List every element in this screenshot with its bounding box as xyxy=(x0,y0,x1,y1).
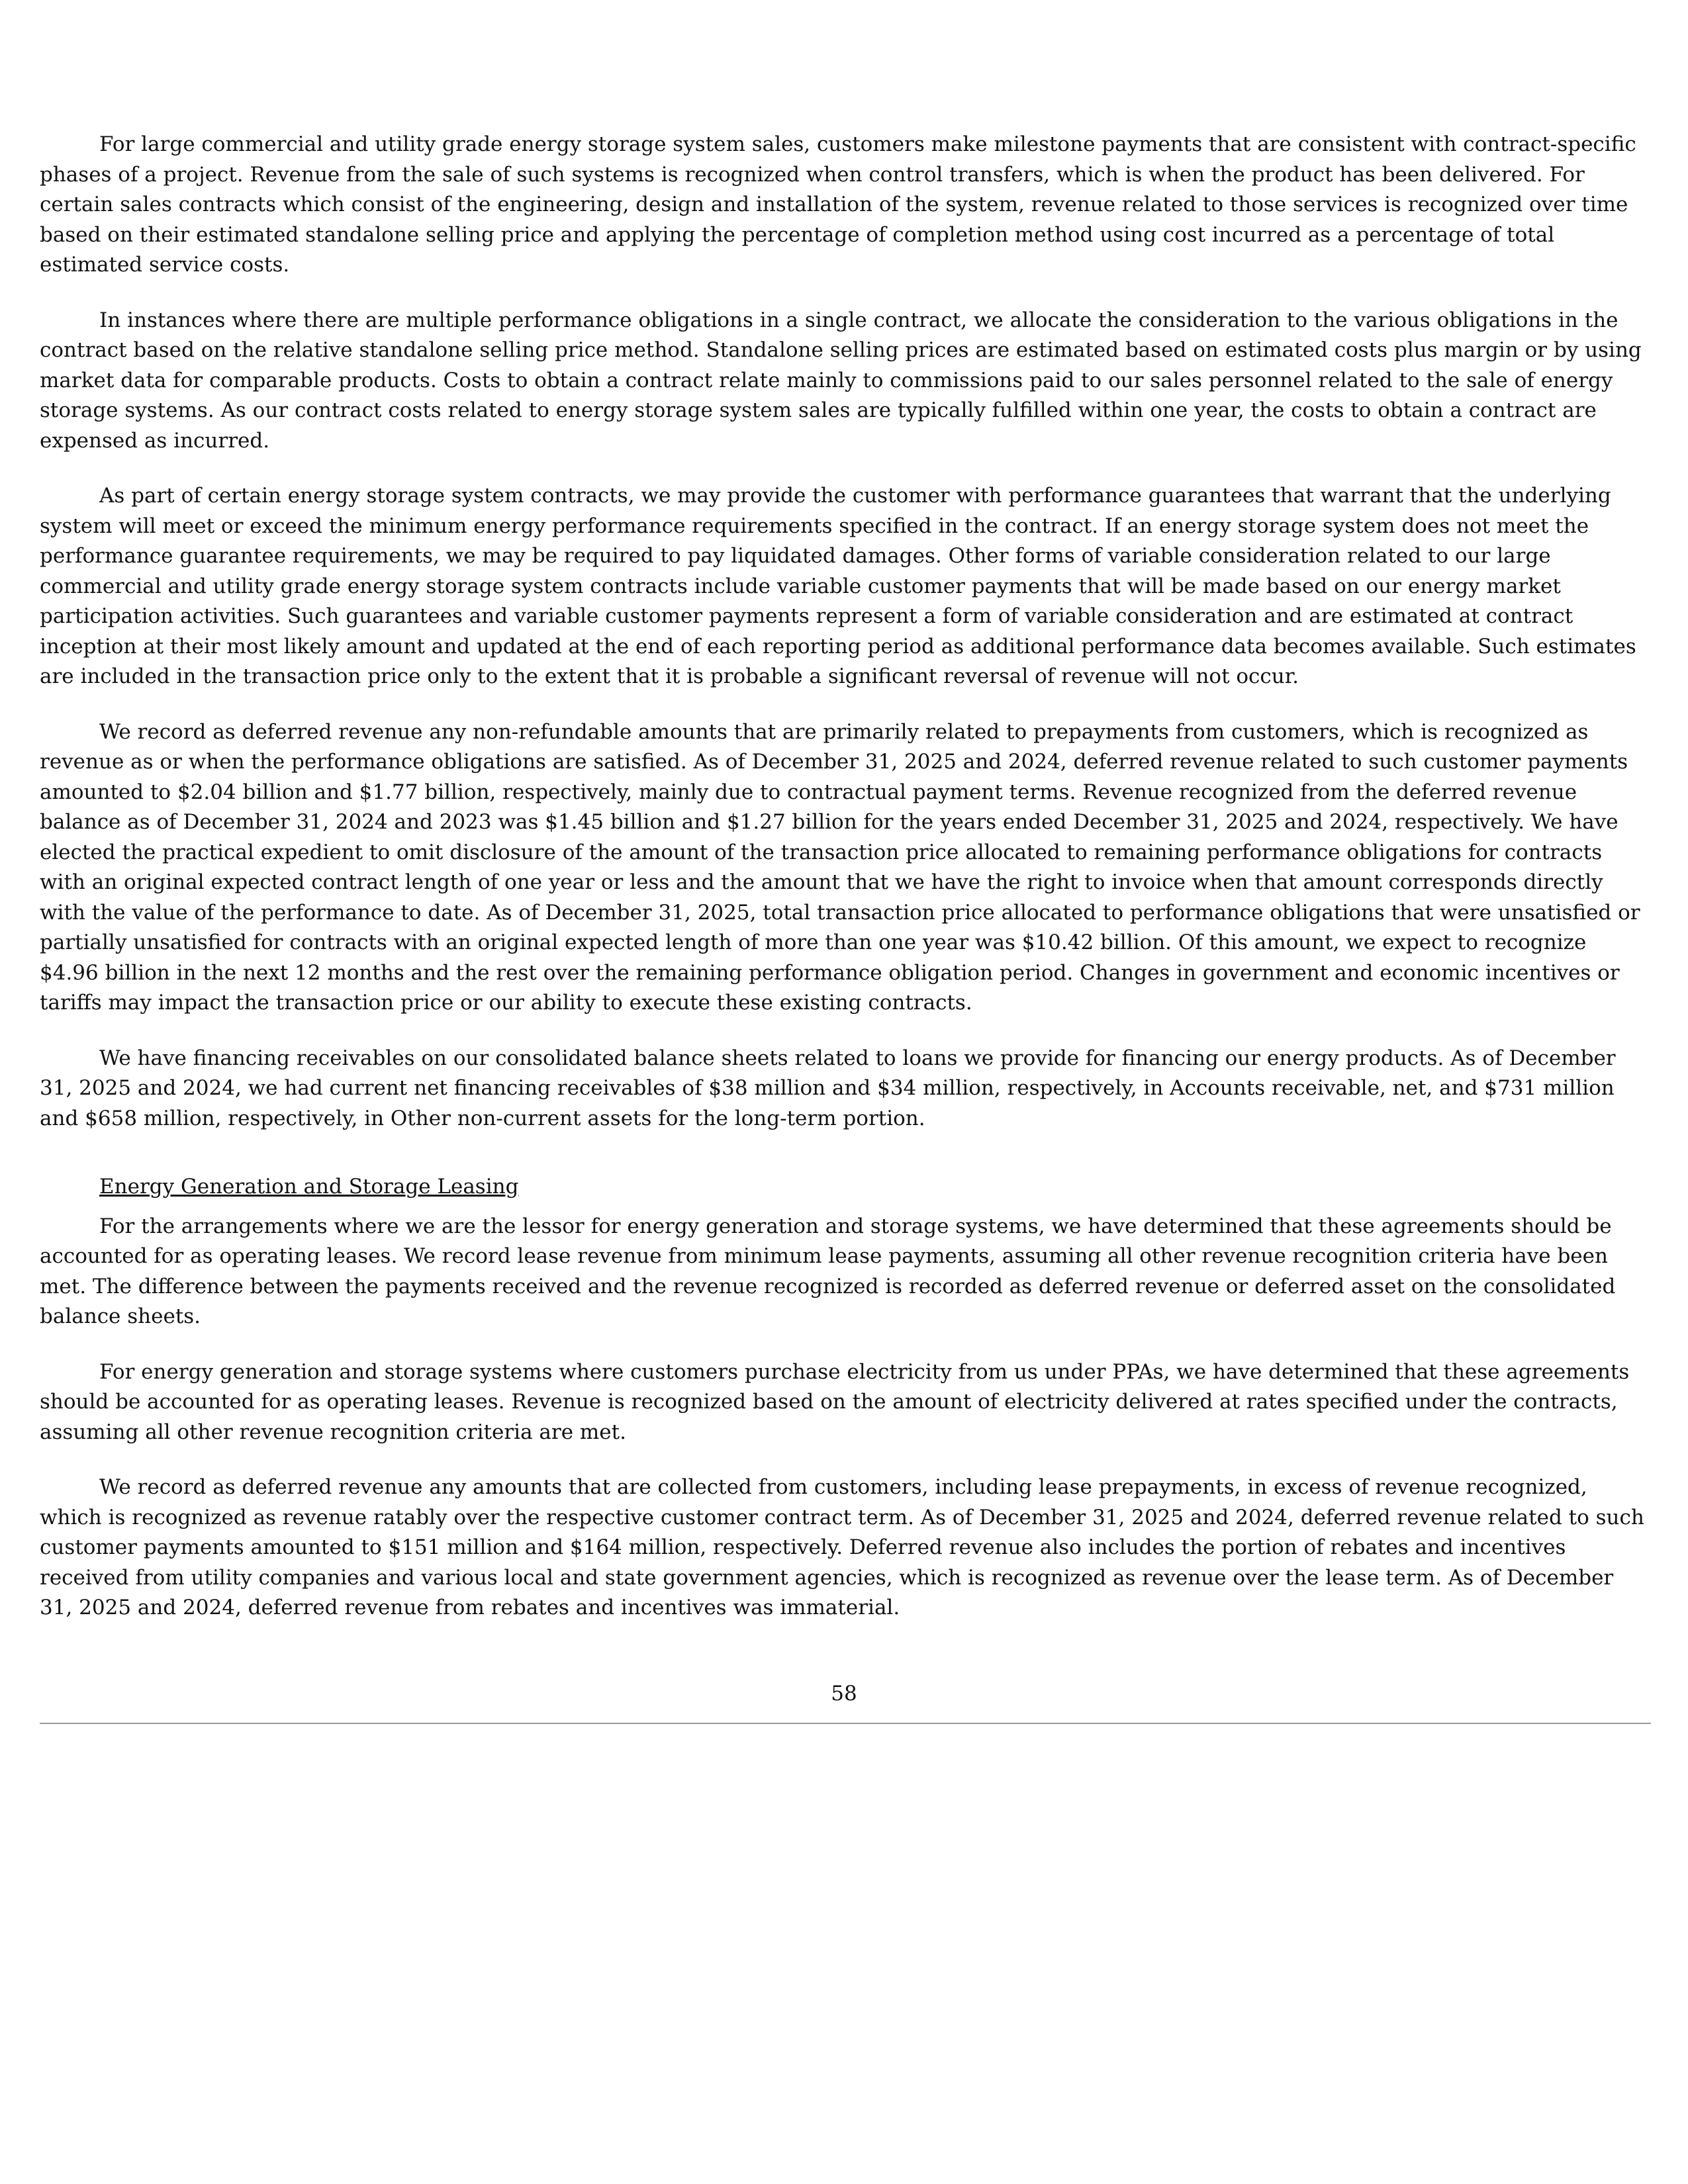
paragraph-performance-guarantees: As part of certain energy storage system contracts, we may provide the customer with performance guarantees that warrant that the underlying system will meet or exceed the minimum energy performance requirements specified in the contract. If an energy storage system does not meet the performance guarantee requirements, we may be required to pay liquidated damages. Other forms of variable consideration related to our large commercial and utility grade energy storage system contracts include variable customer payments that will be made based on our energy market participation activities. Such guarantees and variable customer payments represent a form of variable consideration and are estimated at contract inception at their most likely amount and updated at the end of each reporting period as additional performance data becomes available. Such estimates are included in the transaction price only to the extent that it is probable a significant reversal of revenue will not occur. xyxy=(40,484,1636,688)
paragraph-deferred-revenue-leasing: We record as deferred revenue any amounts that are collected from customers, including lease prepayments, in excess of revenue recognized, which is recognized as revenue ratably over the respective customer contract term. As of December 31, 2025 and 2024, deferred revenue related to such customer payments amounted to $151 million and $164 million, respectively. Deferred revenue also includes the portion of rebates and incentives received from utility companies and various local and state government agencies, which is recognized as revenue over the lease term. As of December 31, 2025 and 2024, deferred revenue from rebates and incentives was immaterial. xyxy=(40,1475,1644,1619)
document-page xyxy=(40,130,1651,1649)
paragraph-storage-system-sales: For large commercial and utility grade energy storage system sales, customers make milestone payments that are consistent with contract-specific phases of a project. Revenue from the sale of such systems is recognized when control transfers, which is when the product has been delivered. For certain sales contracts which consist of the engineering, design and installation of the system, revenue related to those services is recognized over time based on their estimated standalone selling price and applying the percentage of completion method using cost incurred as a percentage of total estimated service costs. xyxy=(40,132,1636,277)
section-heading-leasing: Energy Generation and Storage Leasing xyxy=(99,1175,519,1199)
paragraph-ppa-leases: For energy generation and storage systems where customers purchase electricity from us under PPAs, we have determined that these agreements should be accounted for as operating leases. Revenue is recognized based on the amount of electricity delivered at rates specified under the contracts, assuming all other revenue recognition criteria are met. xyxy=(40,1359,1630,1444)
paragraph-deferred-revenue-storage: We record as deferred revenue any non-refundable amounts that are primarily related to prepayments from customers, which is recognized as revenue as or when the performance obligations are satisfied. As of December 31, 2025 and 2024, deferred revenue related to such customer payments amounted to $2.04 billion and $1.77 billion, respectively, mainly due to contractual payment terms. Revenue recognized from the deferred revenue balance as of December 31, 2024 and 2023 was $1.45 billion and $1.27 billion for the years ended December 31, 2025 and 2024, respectively. We have elected the practical expedient to omit disclosure of the amount of the transaction price allocated to remaining performance obligations for contracts with an original expected contract length of one year or less and the amount that we have the right to invoice when that amount corresponds directly with the value of the performance to date. As of December 31, 2025, total transaction price allocated to performance obligations that were unsatisfied or partially unsatisfied for contracts with an original expected length of more than one year was $10.42 billion. Of this amount, we expect to recognize $4.96 billion in the next 12 months and the rest over the remaining performance obligation period. Changes in government and economic incentives or tariffs may impact the transaction price or our ability to execute these existing contracts. xyxy=(40,719,1640,1015)
page-number: 58 xyxy=(831,1682,857,1706)
footer-divider xyxy=(40,1723,1651,1724)
paragraph-financing-receivables: We have financing receivables on our consolidated balance sheets related to loans we provide for financing our energy products. As of December 31, 2025 and 2024, we had current net financing receivables of $38 million and $34 million, respectively, in Accounts receivable, net, and $731 million and $658 million, respectively, in Other non-current assets for the long-term portion. xyxy=(40,1046,1616,1130)
paragraph-lessor-arrangements: For the arrangements where we are the lessor for energy generation and storage systems, we have determined that these agreements should be accounted for as operating leases. We record lease revenue from minimum lease payments, assuming all other revenue recognition criteria have been met. The difference between the payments received and the revenue recognized is recorded as deferred revenue or deferred asset on the consolidated balance sheets. xyxy=(40,1214,1616,1328)
paragraph-multiple-performance-obligations: In instances where there are multiple performance obligations in a single contract, we allocate the consideration to the various obligations in the contract based on the relative standalone selling price method. Standalone selling prices are estimated based on estimated costs plus margin or by using market data for comparable products. Costs to obtain a contract relate mainly to commissions paid to our sales personnel related to the sale of energy storage systems. As our contract costs related to energy storage system sales are typically fulfilled within one year, the costs to obtain a contract are expensed as incurred. xyxy=(40,308,1642,453)
